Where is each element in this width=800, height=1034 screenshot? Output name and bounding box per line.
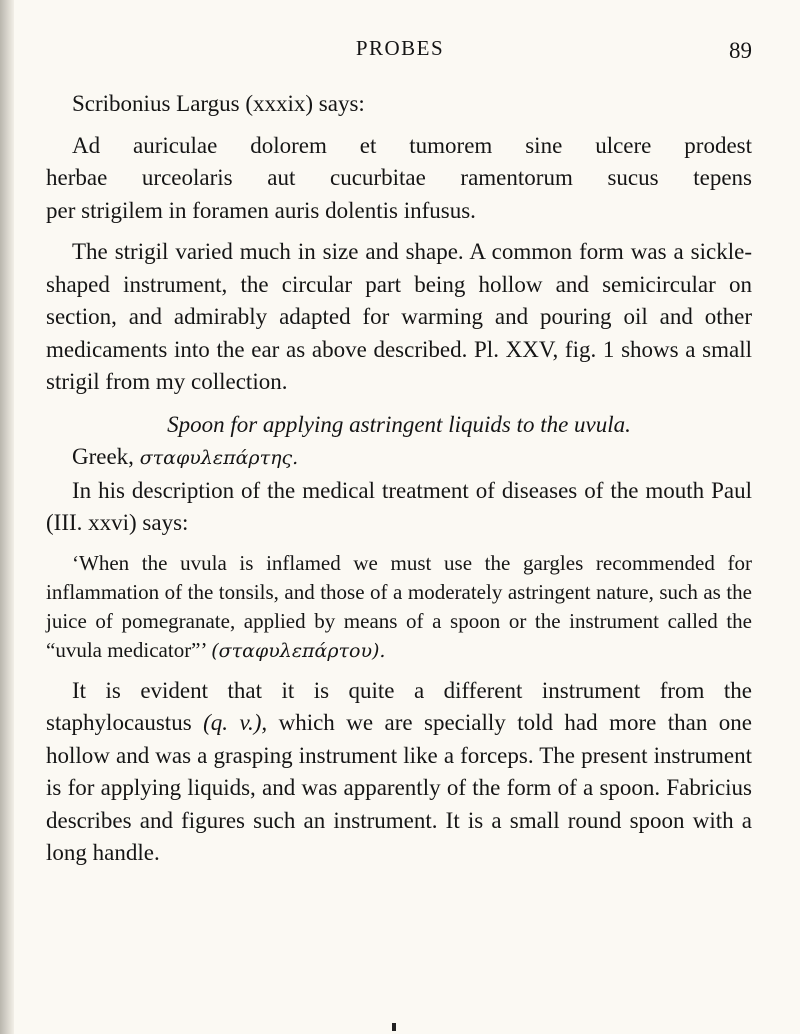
paul-quote-greek: (σταφυλεπάρτου). bbox=[211, 639, 386, 662]
latin-quote-line-1: Ad auriculae dolorem et tumorem sine ulcere prodest bbox=[72, 132, 752, 158]
greek-prefix: Greek, bbox=[72, 444, 134, 469]
paragraph-evident-after: which we are specially told had more than one hollow and was a grasping instrument like a forceps. The present instrument is for applying liquids, and was apparently of the form of a spoon. Fabricius describes and figures such an instrument. It is a small round spoon with a long handle. bbox=[46, 710, 753, 865]
paul-quote bbox=[46, 549, 752, 666]
paragraph-evident bbox=[46, 675, 752, 870]
paragraph-scribonius: Scribonius Largus (xxxix) says: bbox=[72, 91, 365, 116]
latin-quote-line-3: per strigilem in foramen auris dolentis infusus. bbox=[46, 197, 476, 223]
greek-term-line bbox=[46, 441, 752, 475]
paragraph-evident-italic: (q. v.), bbox=[203, 710, 268, 735]
greek-term: σταφυλεπάρτης. bbox=[139, 447, 299, 469]
print-mark bbox=[392, 1023, 396, 1031]
section-heading: Spoon for applying astringent liquids to the uvula. bbox=[167, 411, 631, 437]
latin-quote bbox=[46, 130, 752, 228]
paragraph-evident-before: It is evident that it is quite a different instrument from the staphylocaustus bbox=[46, 677, 752, 735]
running-head: PROBES bbox=[355, 36, 445, 60]
page-header bbox=[0, 36, 800, 76]
paragraph-paul: In his description of the medical treatment of diseases of the mouth Paul (III. xxvi) says: bbox=[46, 477, 752, 535]
paul-quote-text: ‘When the uvula is inflamed we must use the gargles recommended for inflammation of the tonsils, and those of a moderately astringent nature, such as the juice of pomegranate, applied by means of a spoon or the instrument called the “uvula medicator”’ bbox=[46, 550, 752, 662]
paragraph-strigil: The strigil varied much in size and shape. A common form was a sickle-shaped instrument, the circular part being hollow and semicircular on section, and admirably adapted for warming and pouring oil and other medicaments into the ear as above described. Pl. XXV, fig. 1 shows a small strigil from my collection. bbox=[46, 239, 752, 394]
page-body bbox=[46, 88, 752, 870]
latin-quote-line-2: herbae urceolaris aut cucurbitae ramentorum sucus tepens bbox=[46, 165, 752, 190]
page-edge-shadow bbox=[0, 0, 14, 1034]
page-number: 89 bbox=[729, 38, 752, 63]
